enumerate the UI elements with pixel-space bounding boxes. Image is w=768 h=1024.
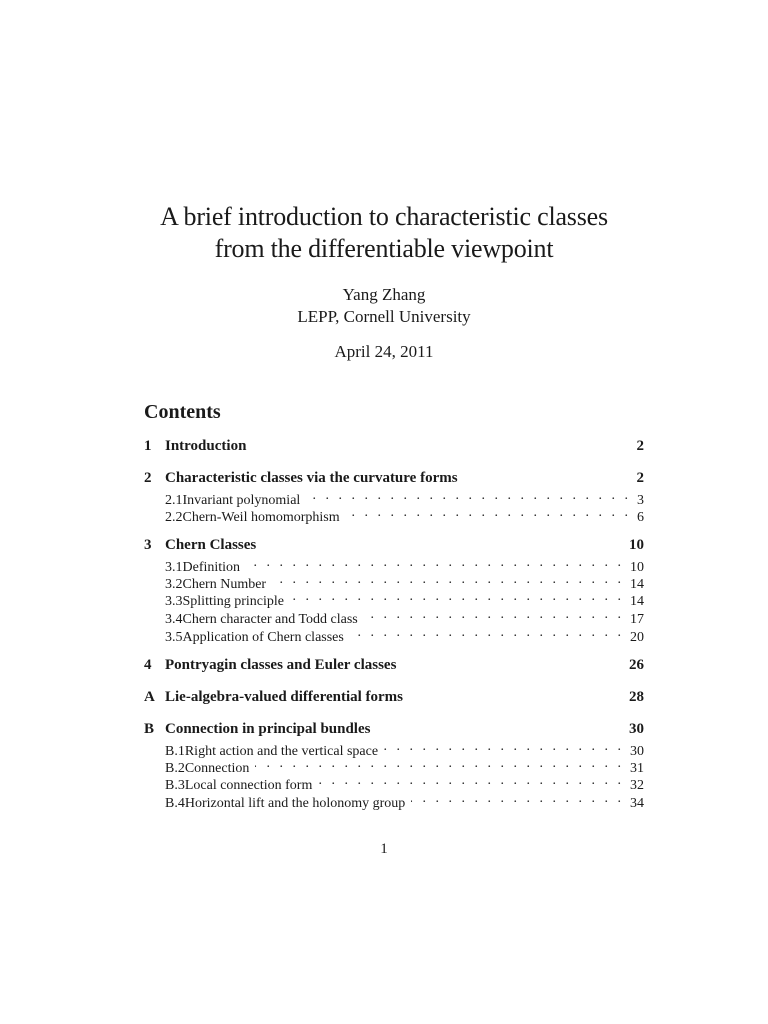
toc-entry-number: 2.2 bbox=[165, 510, 183, 525]
toc-entry-title: Application of Chern classes bbox=[182, 630, 344, 645]
toc-entry-number: 3 bbox=[144, 537, 152, 553]
toc-entry-title: Chern Number bbox=[182, 577, 267, 592]
toc-entry-number: 2.1 bbox=[165, 493, 183, 508]
toc-entry-page: 3 bbox=[637, 493, 644, 508]
toc-entry-number: 3.1 bbox=[165, 560, 183, 575]
toc-entry-page: 28 bbox=[629, 689, 644, 705]
toc-dot-leader bbox=[255, 755, 624, 772]
toc-entry-number: 3.4 bbox=[165, 612, 183, 627]
toc-entry-title: Connection in principal bundles bbox=[165, 721, 371, 737]
toc-entry-page: 14 bbox=[630, 577, 644, 592]
toc-entry-number: B.3 bbox=[165, 778, 185, 793]
toc-entry-page: 17 bbox=[630, 612, 644, 627]
toc-entry-title: Introduction bbox=[165, 438, 247, 454]
toc-entry-page: 31 bbox=[630, 761, 644, 776]
toc-dot-leader bbox=[318, 772, 624, 789]
toc-entry-title: Characteristic classes via the curvature forms bbox=[165, 470, 458, 486]
toc-entry-title: Definition bbox=[182, 560, 241, 575]
page-number: 1 bbox=[380, 841, 388, 857]
toc-entry-title: Chern Classes bbox=[165, 537, 257, 553]
toc-dot-leader bbox=[290, 588, 624, 605]
toc-entry-title: Pontryagin classes and Euler classes bbox=[165, 657, 397, 673]
document-title bbox=[0, 201, 768, 265]
contents-heading: Contents bbox=[144, 401, 221, 423]
toc-entry-page: 32 bbox=[630, 778, 644, 793]
document-date: April 24, 2011 bbox=[334, 342, 434, 361]
toc-entry-title: Chern character and Todd class bbox=[182, 612, 358, 627]
toc-entry-number: 3.2 bbox=[165, 577, 183, 592]
toc-entry-page: 10 bbox=[630, 560, 644, 575]
toc-entry-page: 26 bbox=[629, 657, 644, 673]
toc-entry-number: 3.3 bbox=[165, 594, 183, 609]
toc-dot-leader bbox=[306, 487, 631, 504]
toc-entry-number: A bbox=[144, 689, 155, 705]
toc-entry-number: B.2 bbox=[165, 761, 185, 776]
toc-section-entry[interactable] bbox=[144, 437, 644, 455]
title-line-2: from the differentiable viewpoint bbox=[214, 234, 554, 263]
toc-dot-leader bbox=[272, 571, 624, 588]
toc-entry-page: 34 bbox=[630, 796, 644, 811]
toc-subsection-entry[interactable] bbox=[144, 790, 644, 812]
toc-entry-number: 1 bbox=[144, 438, 152, 454]
toc-entry-title: Invariant polynomial bbox=[182, 493, 301, 508]
title-line-1: A brief introduction to characteristic classes bbox=[160, 202, 608, 231]
toc-entry-number: B bbox=[144, 721, 155, 737]
author-name: Yang Zhang bbox=[342, 285, 426, 304]
toc-section-entry[interactable] bbox=[144, 688, 644, 706]
toc-entry-page: 2 bbox=[636, 438, 644, 454]
toc-entry-page: 30 bbox=[630, 744, 644, 759]
author-affiliation: LEPP, Cornell University bbox=[297, 307, 471, 326]
toc-entry-number: 2 bbox=[144, 470, 152, 486]
toc-subsection-entry[interactable] bbox=[144, 504, 644, 526]
toc-entry-page: 6 bbox=[637, 510, 644, 525]
toc-dot-leader bbox=[346, 504, 631, 521]
toc-entry-title: Local connection form bbox=[184, 778, 313, 793]
toc-section-entry[interactable] bbox=[144, 656, 644, 674]
toc-entry-title: Right action and the vertical space bbox=[184, 744, 379, 759]
author-block bbox=[0, 284, 768, 328]
toc-entry-title: Lie-algebra-valued differential forms bbox=[165, 689, 404, 705]
toc-entry-page: 30 bbox=[629, 721, 644, 737]
toc-entry-page: 2 bbox=[636, 470, 644, 486]
toc-entry-number: 3.5 bbox=[165, 630, 183, 645]
toc-dot-leader bbox=[411, 790, 624, 807]
toc-entry-title: Chern-Weil homomorphism bbox=[182, 510, 340, 525]
toc-dot-leader bbox=[384, 738, 624, 755]
toc-entry-number: 4 bbox=[144, 657, 152, 673]
toc-section-entry[interactable] bbox=[144, 536, 644, 554]
toc-dot-leader bbox=[350, 624, 624, 641]
toc-entry-page: 14 bbox=[630, 594, 644, 609]
toc-entry-number: B.4 bbox=[165, 796, 185, 811]
toc-entry-number: B.1 bbox=[165, 744, 185, 759]
toc-dot-leader bbox=[246, 554, 624, 571]
toc-entry-page: 10 bbox=[629, 537, 644, 553]
toc-section-entry[interactable] bbox=[144, 469, 644, 487]
toc-entry-page: 20 bbox=[630, 630, 644, 645]
toc-dot-leader bbox=[364, 606, 624, 623]
toc-entry-title: Connection bbox=[184, 761, 250, 776]
toc-section-entry[interactable] bbox=[144, 720, 644, 738]
toc-entry-title: Horizontal lift and the holonomy group bbox=[184, 796, 406, 811]
toc-subsection-entry[interactable] bbox=[144, 624, 644, 646]
toc-entry-title: Splitting principle bbox=[182, 594, 284, 609]
